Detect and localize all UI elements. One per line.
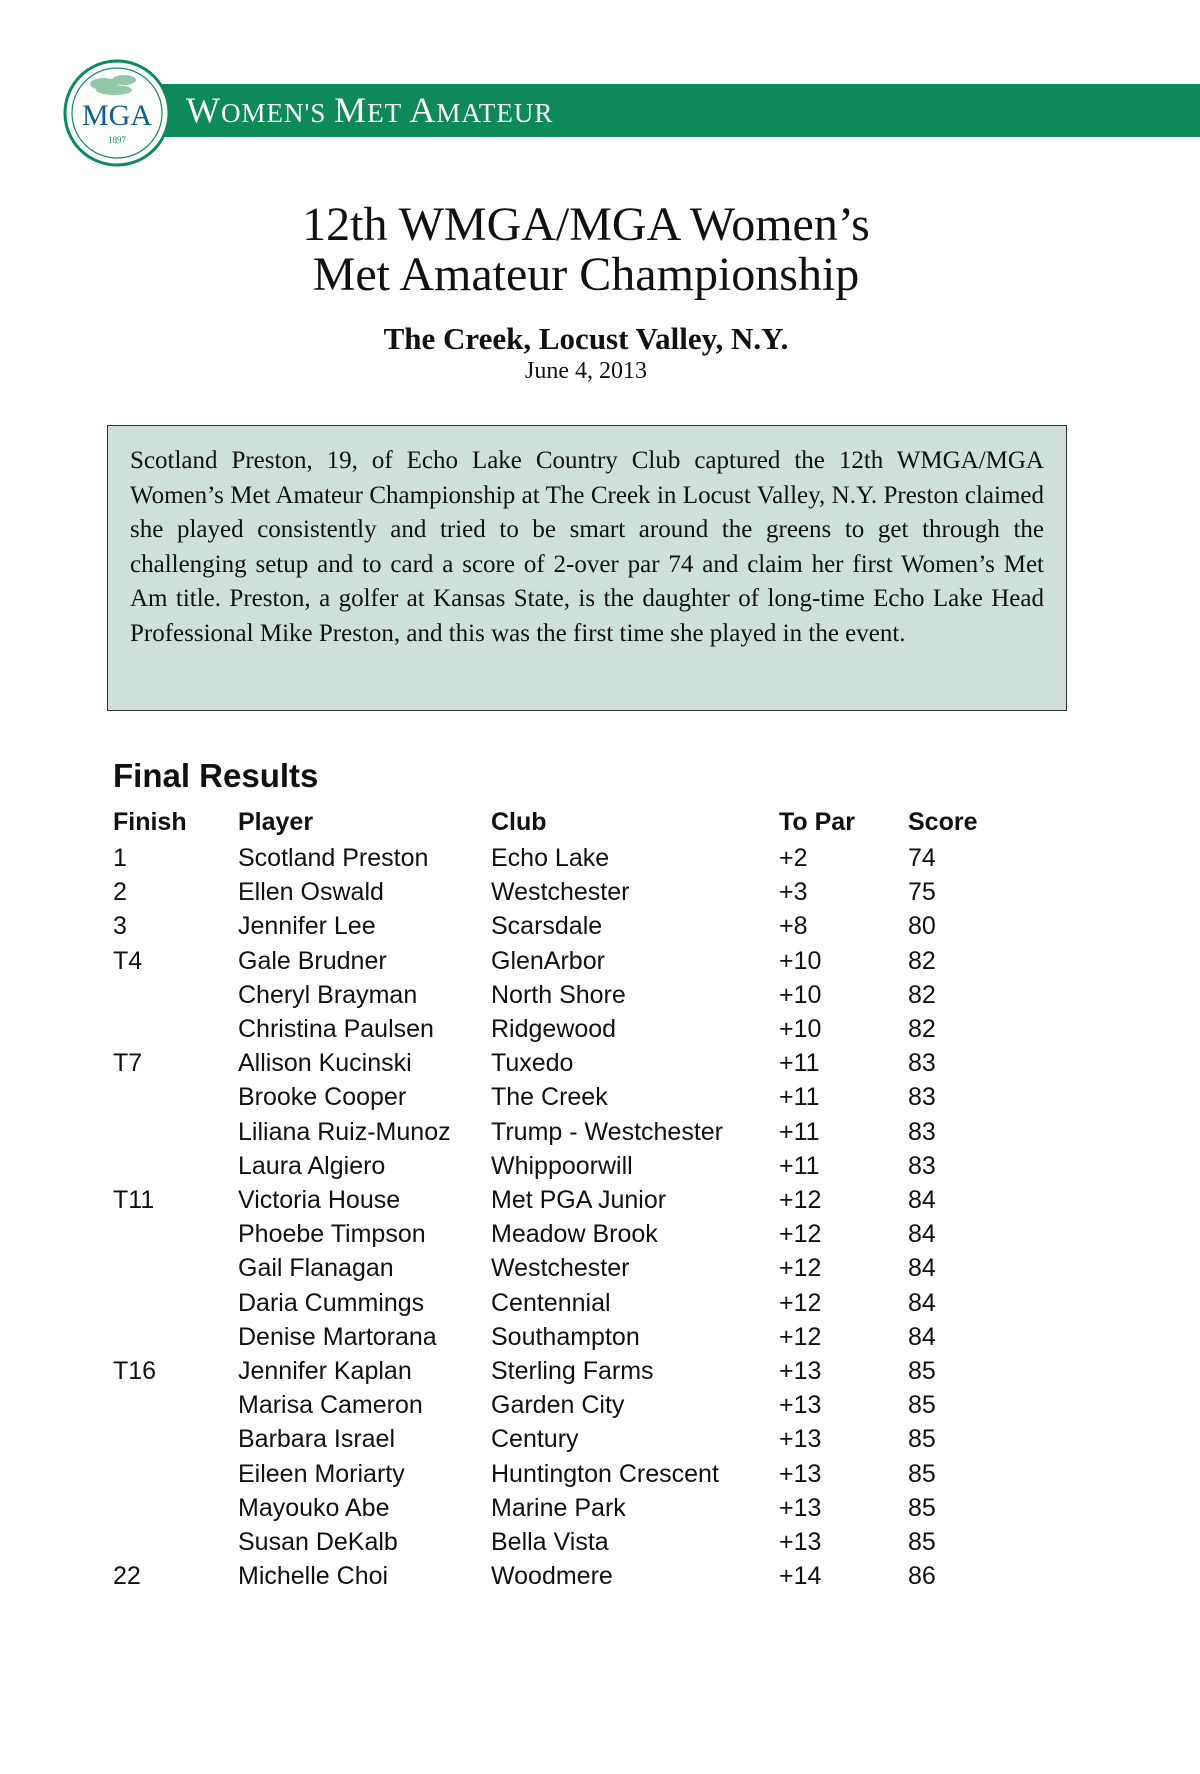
club-cell: Century <box>491 1425 579 1454</box>
club-cell: Echo Lake <box>491 844 610 872</box>
player-cell: Phoebe Timpson <box>238 1220 426 1249</box>
table-row <box>113 944 998 978</box>
club-cell: Huntington Crescent <box>491 1459 719 1488</box>
to-par-cell: +11 <box>779 1083 820 1112</box>
player-cell: Denise Martorana <box>238 1322 437 1351</box>
page-title-line-2: Met Amateur Championship <box>312 248 860 301</box>
player-cell: Gale Brudner <box>238 946 387 975</box>
score-cell: 83 <box>908 1117 936 1146</box>
section-title-part: A <box>409 90 437 130</box>
club-cell: Bella Vista <box>491 1528 609 1557</box>
finish-cell <box>113 1286 238 1320</box>
table-row <box>113 1046 998 1080</box>
to-par-cell: +13 <box>779 1493 822 1522</box>
finish-cell <box>113 978 238 1012</box>
player-cell: Christina Paulsen <box>238 1015 434 1044</box>
logo-initials: MGA <box>81 99 153 132</box>
club-cell: Whippoorwill <box>491 1151 633 1180</box>
summary-text: Scotland Preston, 19, of Echo Lake Country Club captured the 12th WMGA/MGA Women’s Met Amateur Championship at The Creek in Locust Valley, N.Y. Preston claimed she played consistently and tried to be smart around the greens to get through the challenging setup and to card a score of 2-over par 74 and claim her first Women’s Met Am title. Preston, a golfer at Kansas State, is the daughter of long-time Echo Lake Head Professional Mike Preston, and this was the first time she played in the event. <box>130 447 1044 647</box>
venue: The Creek, Locust Valley, N.Y. <box>383 321 789 356</box>
finish-cell: 1 <box>113 844 127 872</box>
score-cell: 82 <box>908 946 936 975</box>
player-cell: Jennifer Kaplan <box>238 1357 412 1386</box>
to-par-cell: +14 <box>779 1562 822 1591</box>
club-cell: Southampton <box>491 1322 640 1351</box>
score-cell: 85 <box>908 1425 936 1454</box>
score-cell: 85 <box>908 1459 936 1488</box>
club-cell: Woodmere <box>491 1562 613 1591</box>
table-row <box>113 841 998 875</box>
finish-cell <box>113 1217 238 1251</box>
results-heading: Final Results <box>113 757 319 794</box>
player-cell: Marisa Cameron <box>238 1391 423 1420</box>
logo-year: 1897 <box>108 135 126 145</box>
summary-box <box>107 425 1067 711</box>
player-cell: Ellen Oswald <box>238 878 384 907</box>
finish-cell <box>113 1525 238 1559</box>
finish-cell: T4 <box>113 946 143 975</box>
table-row <box>113 1012 998 1046</box>
score-cell: 82 <box>908 980 936 1009</box>
player-cell: Liliana Ruiz-Munoz <box>238 1117 451 1146</box>
club-cell: GlenArbor <box>491 946 605 975</box>
club-cell: The Creek <box>491 1083 608 1112</box>
finish-cell: T7 <box>113 1049 143 1078</box>
column-header-to-par: To Par <box>779 808 855 836</box>
player-cell: Mayouko Abe <box>238 1493 390 1522</box>
score-cell: 84 <box>908 1288 936 1317</box>
table-row <box>113 1457 998 1491</box>
club-cell: Marine Park <box>491 1493 626 1522</box>
event-date: June 4, 2013 <box>525 358 647 384</box>
section-title-part: MATEUR <box>436 98 554 128</box>
table-row <box>113 1354 998 1388</box>
results-header-row <box>113 803 998 841</box>
score-cell: 84 <box>908 1254 936 1283</box>
table-row <box>113 1080 998 1114</box>
section-title <box>186 84 553 137</box>
club-cell: Tuxedo <box>491 1049 574 1078</box>
to-par-cell: +8 <box>779 912 808 941</box>
table-row <box>113 875 998 909</box>
score-cell: 83 <box>908 1049 936 1078</box>
finish-cell: 3 <box>113 912 127 941</box>
club-cell: Sterling Farms <box>491 1357 654 1386</box>
score-cell: 83 <box>908 1083 936 1112</box>
table-row <box>113 1525 998 1559</box>
player-cell: Barbara Israel <box>238 1425 396 1454</box>
club-cell: Centennial <box>491 1288 611 1317</box>
page-title-line-1: 12th WMGA/MGA Women’s <box>302 198 870 251</box>
section-title-part: W <box>186 90 221 130</box>
player-cell: Susan DeKalb <box>238 1528 398 1557</box>
to-par-cell: +13 <box>779 1528 822 1557</box>
player-cell: Michelle Choi <box>238 1562 389 1591</box>
score-cell: 74 <box>908 844 936 872</box>
finish-cell <box>113 1491 238 1525</box>
to-par-cell: +2 <box>779 844 808 872</box>
section-title-part: ET <box>367 98 410 128</box>
to-par-cell: +12 <box>779 1288 822 1317</box>
score-cell: 84 <box>908 1220 936 1249</box>
score-cell: 83 <box>908 1151 936 1180</box>
club-cell: Westchester <box>491 878 630 907</box>
finish-cell: 22 <box>113 1562 141 1591</box>
score-cell: 85 <box>908 1493 936 1522</box>
player-cell: Victoria House <box>238 1186 401 1215</box>
club-cell: Garden City <box>491 1391 625 1420</box>
mga-logo <box>62 58 172 168</box>
to-par-cell: +10 <box>779 980 822 1009</box>
player-cell: Jennifer Lee <box>238 912 376 941</box>
score-cell: 75 <box>908 878 936 907</box>
club-cell: Ridgewood <box>491 1015 617 1044</box>
player-cell: Eileen Moriarty <box>238 1459 405 1488</box>
finish-cell: T11 <box>113 1186 155 1215</box>
to-par-cell: +13 <box>779 1357 822 1386</box>
table-row <box>113 1559 998 1593</box>
player-cell: Cheryl Brayman <box>238 980 418 1009</box>
player-cell: Laura Algiero <box>238 1151 386 1180</box>
to-par-cell: +12 <box>779 1220 822 1249</box>
table-row <box>113 1320 998 1354</box>
finish-cell <box>113 1457 238 1491</box>
player-cell: Allison Kucinski <box>238 1049 412 1078</box>
section-title-part: OMEN'S <box>220 98 335 128</box>
to-par-cell: +13 <box>779 1459 822 1488</box>
to-par-cell: +12 <box>779 1254 822 1283</box>
club-cell: Scarsdale <box>491 912 603 941</box>
column-header-finish: Finish <box>113 808 187 836</box>
to-par-cell: +11 <box>779 1049 820 1078</box>
score-cell: 82 <box>908 1015 936 1044</box>
to-par-cell: +10 <box>779 1015 822 1044</box>
table-row <box>113 1251 998 1285</box>
section-title-part: M <box>334 90 368 130</box>
club-cell: North Shore <box>491 980 626 1009</box>
results-table <box>113 803 998 1593</box>
results-body <box>113 841 998 1593</box>
score-cell: 84 <box>908 1322 936 1351</box>
column-header-club: Club <box>491 808 547 836</box>
table-row <box>113 1115 998 1149</box>
score-cell: 86 <box>908 1562 936 1591</box>
table-row <box>113 1286 998 1320</box>
to-par-cell: +11 <box>779 1151 820 1180</box>
finish-cell <box>113 1115 238 1149</box>
club-cell: Westchester <box>491 1254 630 1283</box>
score-cell: 84 <box>908 1186 936 1215</box>
to-par-cell: +12 <box>779 1322 822 1351</box>
club-cell: Meadow Brook <box>491 1220 658 1249</box>
score-cell: 80 <box>908 912 936 941</box>
finish-cell <box>113 1320 238 1354</box>
table-row <box>113 1388 998 1422</box>
to-par-cell: +13 <box>779 1425 822 1454</box>
player-cell: Scotland Preston <box>238 844 429 872</box>
finish-cell <box>113 1388 238 1422</box>
finish-cell: T16 <box>113 1357 157 1386</box>
player-cell: Brooke Cooper <box>238 1083 407 1112</box>
to-par-cell: +10 <box>779 946 822 975</box>
score-cell: 85 <box>908 1528 936 1557</box>
table-row <box>113 1149 998 1183</box>
title-block <box>0 200 1172 386</box>
to-par-cell: +3 <box>779 878 808 907</box>
table-row <box>113 1422 998 1456</box>
club-cell: Trump - Westchester <box>491 1117 723 1146</box>
to-par-cell: +11 <box>779 1117 820 1146</box>
table-row <box>113 978 998 1012</box>
score-cell: 85 <box>908 1391 936 1420</box>
to-par-cell: +13 <box>779 1391 822 1420</box>
finish-cell <box>113 1080 238 1114</box>
score-cell: 85 <box>908 1357 936 1386</box>
finish-cell: 2 <box>113 878 127 907</box>
table-row <box>113 1183 998 1217</box>
finish-cell <box>113 1012 238 1046</box>
player-cell: Gail Flanagan <box>238 1254 394 1283</box>
to-par-cell: +12 <box>779 1186 822 1215</box>
column-header-player: Player <box>238 808 314 836</box>
table-row <box>113 909 998 943</box>
column-header-score: Score <box>908 808 978 836</box>
finish-cell <box>113 1149 238 1183</box>
finish-cell <box>113 1251 238 1285</box>
page-title <box>0 200 1172 300</box>
table-row <box>113 1217 998 1251</box>
player-cell: Daria Cummings <box>238 1288 425 1317</box>
club-cell: Met PGA Junior <box>491 1186 667 1215</box>
finish-cell <box>113 1422 238 1456</box>
table-row <box>113 1491 998 1525</box>
